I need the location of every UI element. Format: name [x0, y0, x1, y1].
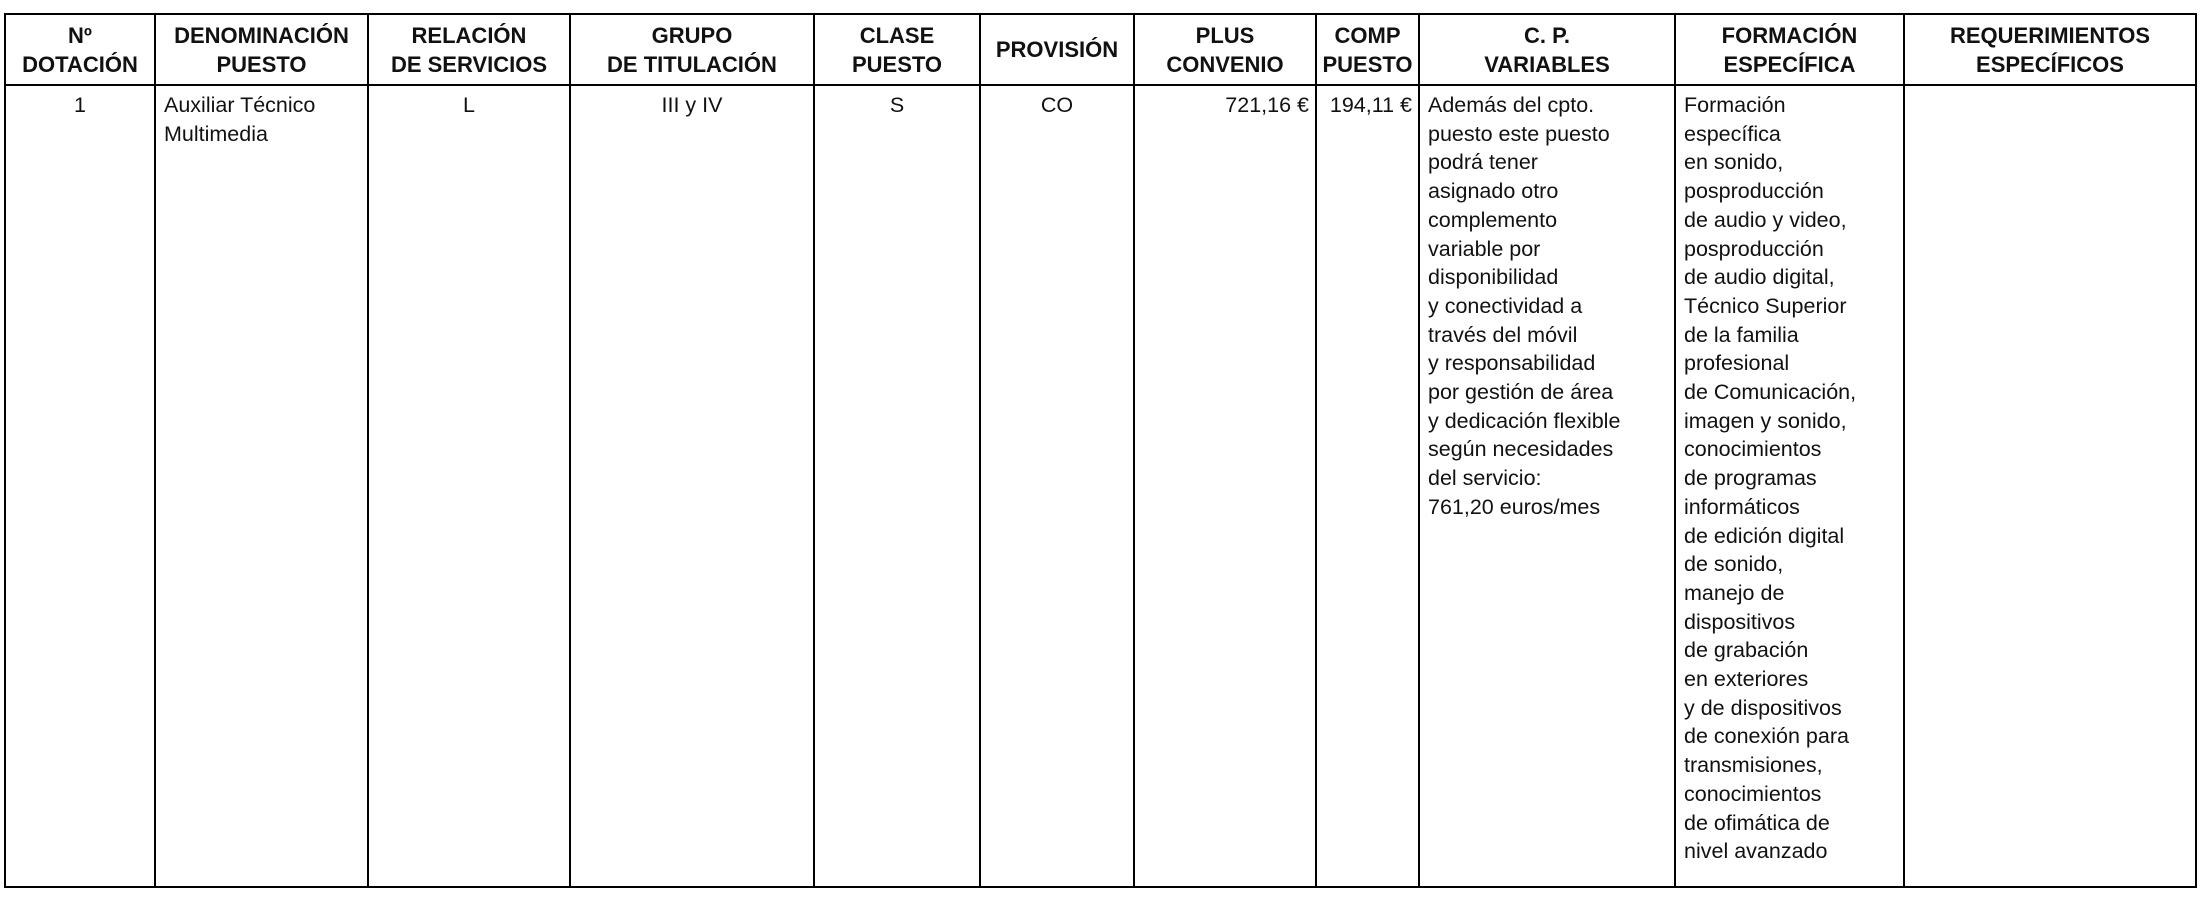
- header-denominacion: [155, 14, 368, 85]
- header-cp-variables: [1419, 14, 1675, 85]
- staff-positions-table: [4, 13, 2197, 888]
- header-relacion: [368, 14, 570, 85]
- cell-requerimientos: [1904, 85, 2196, 887]
- cell-text: 721,16 €: [1225, 93, 1309, 117]
- cell-text: Formación específica en sonido, posproducción de audio y video, posproducción de audio digital, Técnico Superior de la familia profesional de Comunicación, imagen y sonido, conocimientos de programas informáticos de edición digital de sonido, manejo de dispositivos de grabación en exteriores y de dispositivos de conexión para transmisiones, conocimientos de ofimática de nivel avanzado: [1684, 93, 1857, 864]
- header-requerimientos: [1904, 14, 2196, 85]
- cell-cp-variables: [1419, 85, 1675, 887]
- cell-provision: [980, 85, 1134, 887]
- header-plus-convenio: [1134, 14, 1316, 85]
- header-grupo: [570, 14, 814, 85]
- header-clase: [814, 14, 980, 85]
- cell-comp-puesto: [1316, 85, 1419, 887]
- cell-grupo: [570, 85, 814, 887]
- cell-text: Además del cpto. puesto este puesto podrá tener asignado otro complemento variable por disponibilidad y conectividad a través del móvil y responsabilidad por gestión de área y dedicación flexible según necesidades del servicio: 761,20 euros/mes: [1428, 93, 1621, 519]
- cell-text: 194,11 €: [1329, 93, 1412, 117]
- header-label: RELACIÓN DE SERVICIOS: [390, 22, 548, 77]
- header-label: DENOMINACIÓN PUESTO: [174, 22, 349, 77]
- cell-text: 1: [74, 93, 86, 117]
- header-label: CLASE PUESTO: [851, 22, 943, 77]
- header-label: C. P. VARIABLES: [1484, 22, 1610, 77]
- header-formacion: [1675, 14, 1904, 85]
- header-label: PROVISIÓN: [995, 37, 1119, 62]
- header-row: [5, 14, 2196, 85]
- header-label: REQUERIMIENTOS ESPECÍFICOS: [1949, 22, 2151, 77]
- cell-plus-convenio: [1134, 85, 1316, 887]
- header-provision: [980, 14, 1134, 85]
- header-label: FORMACIÓN ESPECÍFICA: [1721, 22, 1858, 77]
- cell-formacion: [1675, 85, 1904, 887]
- header-label: GRUPO DE TITULACIÓN: [607, 22, 777, 77]
- cell-text: L: [463, 93, 475, 117]
- header-comp-puesto: [1316, 14, 1419, 85]
- table-row: [5, 85, 2196, 887]
- header-label: Nº DOTACIÓN: [22, 22, 138, 77]
- header-label: COMP PUESTO: [1322, 22, 1413, 77]
- cell-text: CO: [1040, 93, 1074, 117]
- cell-denominacion: [155, 85, 368, 887]
- cell-clase: [814, 85, 980, 887]
- header-dotacion: [5, 14, 155, 85]
- header-label: PLUS CONVENIO: [1166, 22, 1284, 77]
- cell-text: S: [889, 93, 905, 117]
- cell-text: Auxiliar Técnico Multimedia: [164, 93, 316, 146]
- cell-dotacion: [5, 85, 155, 887]
- cell-text: III y IV: [661, 93, 723, 117]
- cell-relacion: [368, 85, 570, 887]
